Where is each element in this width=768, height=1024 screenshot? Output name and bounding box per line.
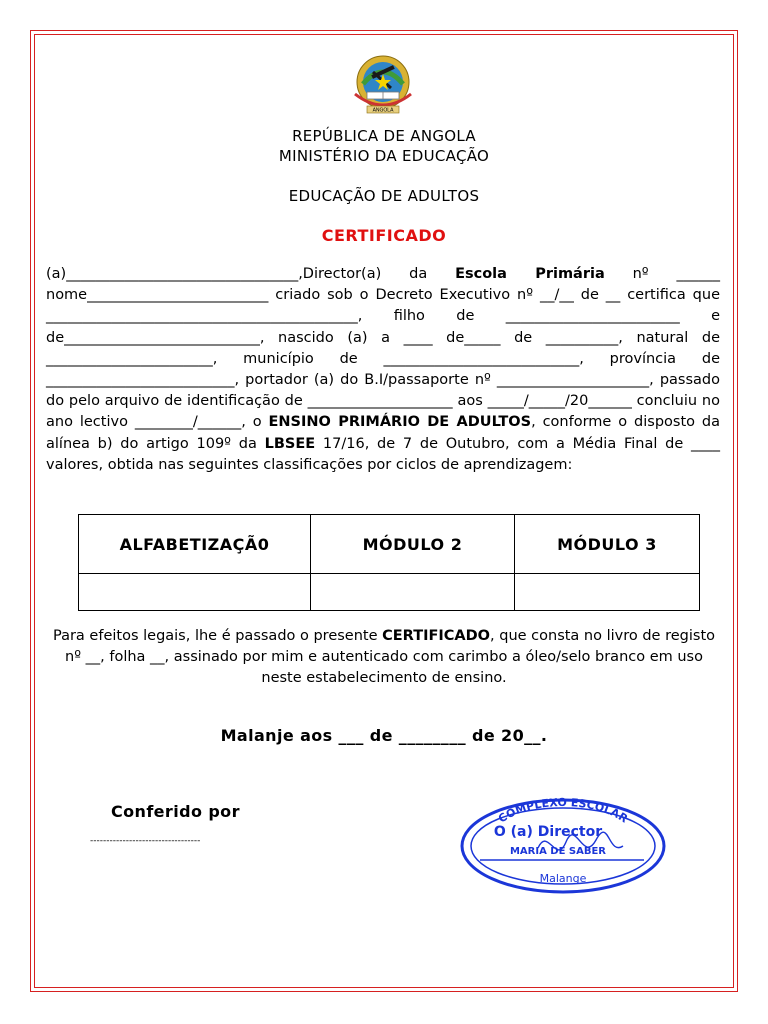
grade-cell <box>311 574 515 611</box>
svg-text:COMPLEXO ESCOLAR <box>496 796 630 826</box>
body-text-1: (a)________________________________,Director(a) da <box>46 266 456 282</box>
signature-line: ---------------------------------- <box>90 836 201 846</box>
school-stamp-icon <box>458 796 668 896</box>
certificate-body <box>46 264 720 476</box>
grade-cell <box>515 574 700 611</box>
table-header-cell: ALFABETIZAÇÃ0 <box>79 515 311 574</box>
closing-bold: CERTIFICADO <box>382 628 491 644</box>
body-text-2: nº ______ nome_________________________ criado sob o Decreto Executivo nº __/__ de __ certifica que ___________________________________________, filho de ________________________ e de___________________________, nascido (a) a ____ de_____ de __________, natural de _______________________, município de ___________________________, província de __________________________, portador (a) do B.I/passaporte nº _____________________, passado do pelo arquivo de identificação de ____________________ aos _____/_____/20______ concluiu no ano lectivo ________/______, o <box>46 266 720 431</box>
department-heading: EDUCAÇÃO DE ADULTOS <box>288 187 480 205</box>
country-heading: REPÚBLICA DE ANGOLA <box>292 127 476 145</box>
angola-emblem-icon <box>345 54 421 116</box>
emblem-label: ANGOLA <box>372 107 394 114</box>
stamp-city: Malange <box>539 872 587 885</box>
certificate-title: CERTIFICADO <box>321 226 447 245</box>
body-text-3: , conforme o disposto da alínea b) do artigo 109º da <box>46 414 720 452</box>
stamp-name: MARIA DE SABER <box>509 846 607 857</box>
body-bold-law: LBSEE <box>264 435 316 452</box>
closing-text-1: Para efeitos legais, lhe é passado o presente <box>52 628 383 644</box>
body-text-4: 17/16, de 7 de Outubro, com a Média Final de ____ valores, obtida nas seguintes classificações por ciclos de aprendizagem: <box>46 435 721 473</box>
stamp-arc-text: COMPLEXO ESCOLAR <box>495 796 631 826</box>
grade-cell <box>79 574 311 611</box>
stamp-role: O (a) Director <box>493 824 603 840</box>
conferido-label: Conferido por <box>111 802 240 821</box>
date-line: Malanje aos ___ de ________ de 20__. <box>220 726 548 745</box>
body-bold-course: ENSINO PRIMÁRIO DE ADULTOS <box>268 414 532 431</box>
ministry-heading: MINISTÉRIO DA EDUCAÇÃO <box>278 147 490 165</box>
closing-text-2: , que consta no livro de registo nº __, folha __, assinado por mim e autenticado com carimbo a óleo/selo branco em uso neste estabelecimento de ensino. <box>65 628 715 686</box>
closing-paragraph <box>46 626 722 689</box>
table-header-cell: MÓDULO 2 <box>311 515 515 574</box>
table-header-cell: MÓDULO 3 <box>515 515 700 574</box>
grades-table <box>78 514 700 611</box>
body-bold-school: Escola Primária <box>455 266 605 282</box>
